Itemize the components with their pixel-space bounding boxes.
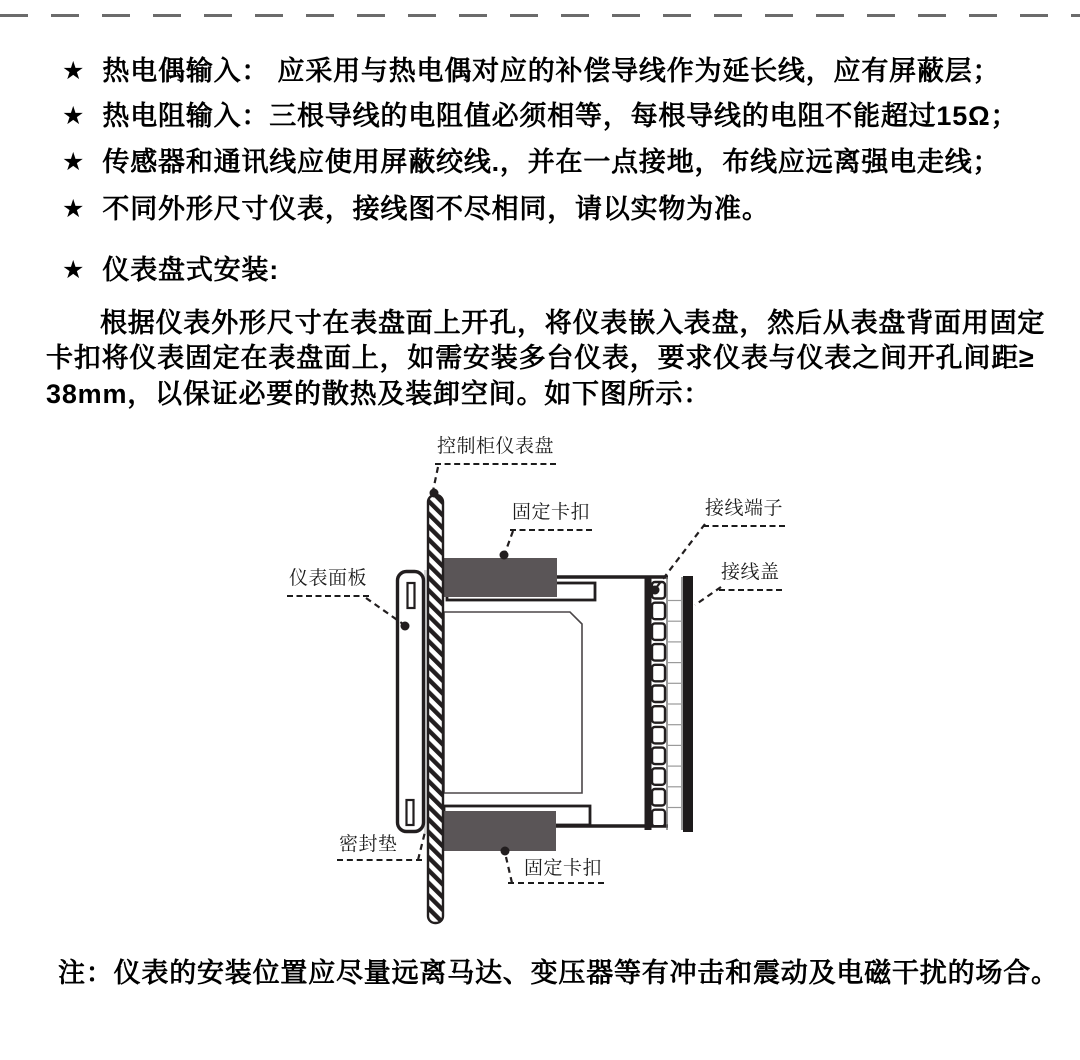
- terminal-block-left-bar: [645, 577, 652, 830]
- bullet-thermocouple-input: [62, 55, 1000, 87]
- leader-terminal-cover: [695, 587, 721, 605]
- bullet-sensor-wiring: [62, 146, 1000, 178]
- section-heading-text: 仪表盘式安装:: [102, 255, 280, 285]
- label-terminal-block: 接线端子: [703, 498, 785, 527]
- paragraph-line: 38mm，以保证必要的散热及装卸空间。如下图所示：: [46, 378, 712, 409]
- dot-terminal-block: [651, 586, 660, 595]
- leader-terminal-block: [656, 524, 705, 588]
- dot-cabinet-panel: [430, 489, 439, 498]
- panel-mount-installation-diagram: [280, 432, 820, 937]
- bullet-text: 热电偶输入： 应采用与热电偶对应的补偿导线作为延长线，应有屏蔽层；: [102, 56, 1001, 86]
- bullet-wiring-diagram-note: [62, 193, 770, 225]
- star-bullet-icon: ★: [62, 57, 85, 85]
- leader-cabinet-panel: [433, 467, 438, 491]
- star-bullet-icon: ★: [62, 102, 85, 130]
- bullet-panel-mount-heading: [62, 254, 279, 286]
- fixing-clip-top: [440, 558, 557, 597]
- cabinet-panel-bar: [428, 495, 443, 923]
- dot-clip-top: [500, 551, 509, 560]
- dot-front-panel: [401, 622, 410, 631]
- label-fixing-clip-bottom: 固定卡扣: [508, 858, 604, 884]
- bullet-text: 传感器和通讯线应使用屏蔽绞线.，并在一点接地，布线应远离强电走线；: [102, 147, 1001, 177]
- fixing-clip-bottom: [441, 811, 556, 851]
- installation-note: 注：仪表的安装位置应尽量远离马达、变压器等有冲击和震动及电磁干扰的场合。: [58, 958, 1059, 988]
- star-bullet-icon: ★: [62, 256, 85, 284]
- bullet-text: 热电阻输入：三根导线的电阻值必须相等，每根导线的电阻不能超过15Ω；: [102, 101, 1019, 131]
- terminal-cells: [652, 582, 665, 826]
- bullet-text: 不同外形尺寸仪表，接线图不尽相同，请以实物为准。: [102, 194, 770, 224]
- bullet-rtd-input: [62, 100, 1018, 132]
- star-bullet-icon: ★: [62, 195, 85, 223]
- label-fixing-clip-top: 固定卡扣: [510, 502, 592, 531]
- terminal-divider-lines: [667, 577, 682, 830]
- dot-clip-bottom: [501, 847, 510, 856]
- bezel-detail-bottom: [407, 800, 414, 825]
- paragraph-line: 根据仪表外形尺寸在表盘面上开孔，将仪表嵌入表盘，然后从表盘背面用固定: [100, 308, 1046, 338]
- instrument-front-panel-bezel: [398, 572, 424, 832]
- instrument-body: [444, 612, 582, 793]
- paragraph-line: 卡扣将仪表固定在表盘面上，如需安装多台仪表，要求仪表与仪表之间开孔间距≥: [46, 343, 1035, 374]
- leader-clip-top: [505, 531, 513, 553]
- label-terminal-cover: 接线盖: [719, 562, 782, 591]
- terminal-cover-bar: [683, 576, 693, 832]
- star-bullet-icon: ★: [62, 148, 85, 176]
- bezel-detail-top: [408, 583, 415, 608]
- label-cabinet-panel: 控制柜仪表盘: [435, 436, 556, 465]
- installation-paragraph: [46, 306, 1058, 412]
- label-front-panel: 仪表面板: [287, 568, 369, 597]
- page-top-dashed-rule: [0, 14, 1080, 17]
- label-gasket: 密封垫: [337, 834, 422, 861]
